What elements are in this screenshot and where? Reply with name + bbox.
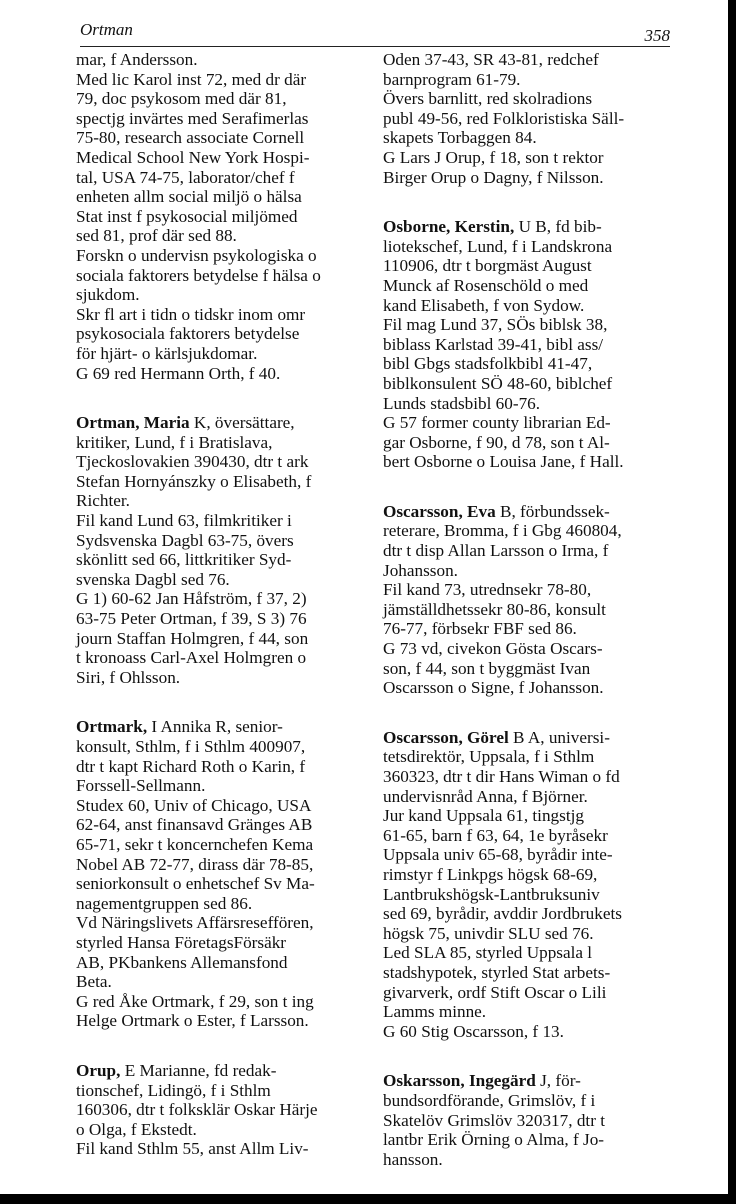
entry-text: konsult, Sthlm, f i Sthlm 400907, [76, 737, 306, 756]
entry-line [76, 89, 376, 109]
entry-line [76, 511, 376, 531]
entry-text: t kronoass Carl-Axel Holmgren o [76, 648, 307, 668]
biography-entry [76, 1061, 376, 1159]
entry-line [76, 874, 376, 894]
entry-line [383, 315, 683, 335]
entry-text: Jur kand Uppsala 61, tingstjg [383, 806, 584, 826]
entry-text: psykosociala faktorers betydelse [76, 324, 300, 344]
entry-line [76, 413, 376, 433]
entry-text: lantbr Erik Örning o Alma, f Jo- [383, 1130, 605, 1150]
entry-text: G 73 vd, civekon Gösta Oscars- [383, 639, 603, 659]
entry-line [383, 943, 683, 963]
entry-text: 65-71, sekr t koncernchefen Kema [76, 834, 314, 854]
entry-line [76, 433, 376, 453]
entry-text: biblass Karlstad 39-41, bibl ass/ [383, 334, 604, 354]
entry-text: jämställdhetssekr 80-86, konsult [383, 599, 606, 619]
entry-line [383, 865, 683, 885]
entry-text: givarverk, ordf Stift Oscar o Lili [383, 982, 607, 1002]
entry-line [383, 1111, 683, 1131]
entry-line [76, 835, 376, 855]
entry-line [76, 305, 376, 325]
running-head-surname: Ortman [80, 20, 133, 39]
entry-text: Led SLA 85, styrled Uppsala l [383, 943, 593, 963]
entry-line [383, 335, 683, 355]
entry-text: G 1) 60-62 Jan Håfström, f 37, 2) [76, 589, 307, 609]
entry-line [383, 561, 683, 581]
entry-line [76, 1081, 376, 1101]
entry-line [76, 344, 376, 364]
entry-text: seniorkonsult o enhetschef Sv Ma- [76, 874, 315, 894]
entry-line [383, 354, 683, 374]
biography-entry [76, 50, 376, 383]
entry-text: Vd Näringslivets Affärsreseffören, [76, 913, 314, 933]
entry-line [76, 1100, 376, 1120]
entry-name: Ortman, Maria [76, 413, 190, 433]
entry-line [383, 639, 683, 659]
entry-text: rimstyr f Linkpgs högsk 68-69, [383, 864, 598, 884]
entry-text: Munck af Rosenschöld o med [383, 275, 589, 295]
entry-text: J, för- [535, 1071, 581, 1091]
entry-text: Fil kand Sthlm 55, anst Allm Liv- [76, 1139, 309, 1159]
entry-name: Oskarsson, Ingegärd [383, 1071, 536, 1091]
entry-line [76, 933, 376, 953]
entry-line [383, 826, 683, 846]
entry-text: nagementgruppen sed 86. [76, 893, 253, 913]
entry-text: bundsordförande, Grimslöv, f i [383, 1090, 596, 1110]
biography-entry [383, 502, 683, 698]
entry-text: G Lars J Orup, f 18, son t rektor [383, 147, 604, 167]
entry-line [383, 413, 683, 433]
entry-text: 63-75 Peter Ortman, f 39, S 3) 76 [76, 609, 307, 629]
entry-text: Richter. [76, 491, 130, 511]
entry-line [383, 541, 683, 561]
entry-line [383, 1150, 683, 1170]
entry-line [383, 767, 683, 787]
biography-entry [383, 1071, 683, 1169]
entry-line [76, 992, 376, 1012]
entry-line [76, 1061, 376, 1081]
entry-text: gar Osborne, f 90, d 78, son t Al- [383, 432, 610, 452]
entry-line [76, 246, 376, 266]
page-header [80, 20, 670, 44]
entry-text: svenska Dagbl sed 76. [76, 569, 230, 589]
entry-text: Birger Orup o Dagny, f Nilsson. [383, 167, 604, 187]
entry-text: G 60 Stig Oscarsson, f 13. [383, 1021, 564, 1041]
entry-line [383, 659, 683, 679]
entry-line [383, 521, 683, 541]
entry-line [383, 885, 683, 905]
entry-line [76, 815, 376, 835]
entry-text: mar, f Andersson. [76, 50, 198, 69]
entry-text: liotekschef, Lund, f i Landskrona [383, 236, 613, 256]
entry-line [383, 374, 683, 394]
entry-line [76, 589, 376, 609]
entry-line [76, 570, 376, 590]
entry-text: Skr fl art i tidn o tidskr inom omr [76, 304, 306, 324]
entry-text: Helge Ortmark o Ester, f Larsson. [76, 1011, 309, 1031]
entry-text: Stefan Hornyánszky o Elisabeth, f [76, 471, 312, 491]
entry-line [76, 648, 376, 668]
entry-line [383, 237, 683, 257]
entry-line [383, 924, 683, 944]
biography-entry [383, 50, 683, 187]
entry-name: Osborne, Kerstin, [383, 217, 515, 237]
entry-text: son, f 44, son t byggmäst Ivan [383, 658, 591, 678]
entry-text: Tjeckoslovakien 390430, dtr t ark [76, 452, 309, 472]
entry-line [76, 1011, 376, 1031]
entry-text: Uppsala univ 65-68, byrådir inte- [383, 845, 613, 865]
entry-text: skapets Torbaggen 84. [383, 128, 537, 148]
entry-line [383, 50, 683, 70]
entry-text: spectjg invärtes med Serafimerlas [76, 108, 309, 128]
entry-line [76, 531, 376, 551]
entry-line [383, 747, 683, 767]
entry-text: B, förbundssek- [495, 501, 610, 521]
entry-line [383, 128, 683, 148]
entry-line [383, 276, 683, 296]
entry-line [383, 580, 683, 600]
entry-line [383, 600, 683, 620]
entry-text: Övers barnlitt, red skolradions [383, 89, 593, 109]
entry-line [383, 217, 683, 237]
entry-text: sociala faktorers betydelse f hälsa o [76, 265, 321, 285]
entry-text: hansson. [383, 1149, 443, 1169]
entry-line [383, 806, 683, 826]
entry-text: enheten allm social miljö o hälsa [76, 187, 302, 207]
entry-text: undervisnråd Anna, f Björner. [383, 786, 588, 806]
entry-line [76, 285, 376, 305]
entry-text: 110906, dtr t borgmäst August [383, 256, 592, 276]
entry-text: Med lic Karol inst 72, med dr där [76, 69, 307, 89]
entry-text: Fil kand 73, utrednsekr 78-80, [383, 580, 592, 600]
biography-entry [383, 728, 683, 1042]
entry-text: skönlitt sed 66, littkritiker Syd- [76, 550, 292, 570]
right-column [383, 50, 683, 1199]
entry-name: Ortmark, [76, 717, 148, 737]
entry-line [383, 963, 683, 983]
biography-entry [383, 217, 683, 472]
entry-text: kritiker, Lund, f i Bratislava, [76, 432, 273, 452]
entry-text: B A, universi- [508, 727, 610, 747]
entry-line [76, 50, 376, 70]
entry-text: reterare, Bromma, f i Gbg 460804, [383, 521, 622, 541]
entry-text: 160306, dtr t folksklär Oskar Härje [76, 1100, 318, 1120]
entry-line [383, 983, 683, 1003]
entry-name: Oscarsson, Eva [383, 501, 496, 521]
entry-line [76, 168, 376, 188]
entry-text: tetsdirektör, Uppsala, f i Sthlm [383, 747, 595, 767]
entry-text: G 69 red Hermann Orth, f 40. [76, 363, 281, 383]
entry-line [383, 787, 683, 807]
entry-line [383, 433, 683, 453]
entry-text: G 57 former county librarian Ed- [383, 413, 611, 433]
entry-text: U B, fd bib- [514, 217, 602, 237]
page-number: 358 [644, 26, 670, 45]
entry-text: K, översättare, [189, 413, 295, 433]
entry-text: Fil kand Lund 63, filmkritiker i [76, 511, 292, 531]
entry-text: för hjärt- o kärlsjukdomar. [76, 343, 258, 363]
entry-text: 79, doc psykosom med där 81, [76, 89, 287, 109]
entry-line [76, 972, 376, 992]
entry-text: Lunds stadsbibl 60-76. [383, 393, 541, 413]
entry-text: styrled Hansa FöretagsFörsäkr [76, 932, 287, 952]
entry-line [76, 776, 376, 796]
entry-line [383, 452, 683, 472]
entry-line [76, 148, 376, 168]
entry-line [383, 1002, 683, 1022]
entry-line [383, 109, 683, 129]
entry-text: Forskn o undervisn psykologiska o [76, 245, 317, 265]
entry-name: Oscarsson, Görel [383, 727, 509, 747]
entry-text: publ 49-56, red Folkloristiska Säll- [383, 108, 625, 128]
entry-line [76, 472, 376, 492]
entry-text: 75-80, research associate Cornell [76, 128, 305, 148]
entry-text: tionschef, Lidingö, f i Sthlm [76, 1080, 271, 1100]
entry-text: sed 69, byrådir, avddir Jordbrukets [383, 904, 622, 924]
entry-line [76, 109, 376, 129]
entry-text: Beta. [76, 972, 112, 992]
entry-line [76, 855, 376, 875]
entry-text: 62-64, anst finansavd Gränges AB [76, 815, 313, 835]
entry-text: högsk 75, univdir SLU sed 76. [383, 923, 594, 943]
entry-line [76, 324, 376, 344]
entry-line [383, 1091, 683, 1111]
entry-line [76, 737, 376, 757]
entry-text: 76-77, förbsekr FBF sed 86. [383, 619, 577, 639]
entry-text: biblkonsulent SÖ 48-60, biblchef [383, 373, 613, 393]
entry-text: Nobel AB 72-77, dirass där 78-85, [76, 854, 314, 874]
entry-line [383, 502, 683, 522]
entry-text: Lantbrukshögsk-Lantbruksuniv [383, 884, 600, 904]
entry-text: sed 81, prof där sed 88. [76, 226, 237, 246]
entry-line [76, 550, 376, 570]
entry-text: kand Elisabeth, f von Sydow. [383, 295, 585, 315]
entry-line [76, 1120, 376, 1140]
entry-text: journ Staffan Holmgren, f 44, son [76, 628, 309, 648]
entry-text: E Marianne, fd redak- [120, 1060, 277, 1080]
entry-line [76, 953, 376, 973]
entry-line [76, 128, 376, 148]
biography-entry [76, 717, 376, 1031]
left-column [76, 50, 376, 1189]
entry-line [383, 1022, 683, 1042]
entry-line [383, 394, 683, 414]
entry-line [76, 913, 376, 933]
entry-line [76, 452, 376, 472]
entry-line [76, 70, 376, 90]
entry-text: dtr t kapt Richard Roth o Karin, f [76, 756, 306, 776]
entry-line [76, 796, 376, 816]
entry-line [383, 89, 683, 109]
entry-text: Studex 60, Univ of Chicago, USA [76, 795, 312, 815]
entry-line [383, 168, 683, 188]
entry-line [383, 256, 683, 276]
entry-text: Johansson. [383, 560, 458, 580]
entry-line [383, 296, 683, 316]
entry-text: Skatelöv Grimslöv 320317, dtr t [383, 1110, 605, 1130]
entry-line [383, 1071, 683, 1091]
entry-line [76, 226, 376, 246]
entry-text: stadshypotek, styrled Stat arbets- [383, 962, 611, 982]
entry-text: sjukdom. [76, 285, 140, 305]
entry-line [383, 904, 683, 924]
entry-text: barnprogram 61-79. [383, 69, 521, 89]
scan-edge-bottom [0, 1194, 736, 1204]
entry-line [76, 1139, 376, 1159]
entry-line [76, 187, 376, 207]
entry-text: Oscarsson o Signe, f Johansson. [383, 678, 604, 698]
entry-line [76, 207, 376, 227]
scan-edge-right [728, 0, 736, 1204]
entry-line [76, 757, 376, 777]
entry-line [383, 619, 683, 639]
entry-text: tal, USA 74-75, laborator/chef f [76, 167, 295, 187]
entry-text: bert Osborne o Louisa Jane, f Hall. [383, 452, 624, 472]
entry-name: Orup, [76, 1060, 121, 1080]
entry-text: I Annika R, senior- [147, 717, 283, 737]
entry-text: dtr t disp Allan Larsson o Irma, f [383, 541, 609, 561]
entry-text: Fil mag Lund 37, SÖs biblsk 38, [383, 315, 608, 335]
entry-line [383, 678, 683, 698]
entry-line [76, 491, 376, 511]
entry-text: Forssell-Sellmann. [76, 776, 206, 796]
biography-entry [76, 413, 376, 687]
entry-text: Oden 37-43, SR 43-81, redchef [383, 50, 599, 69]
entry-line [383, 148, 683, 168]
entry-line [383, 1130, 683, 1150]
entry-text: Stat inst f psykosocial miljömed [76, 206, 298, 226]
entry-line [76, 894, 376, 914]
entry-text: bibl Gbgs stadsfolkbibl 41-47, [383, 354, 593, 374]
entry-text: 360323, dtr t dir Hans Wiman o fd [383, 767, 620, 786]
entry-text: AB, PKbankens Allemansfond [76, 952, 288, 972]
entry-text: 61-65, barn f 63, 64, 1e byråsekr [383, 825, 608, 845]
entry-line [76, 364, 376, 384]
entry-text: Medical School New York Hospi- [76, 147, 310, 167]
entry-text: Siri, f Ohlsson. [76, 667, 181, 687]
entry-line [76, 609, 376, 629]
entry-line [76, 629, 376, 649]
entry-text: G red Åke Ortmark, f 29, son t ing [76, 991, 314, 1011]
entry-line [76, 717, 376, 737]
entry-text: Lamms minne. [383, 1002, 487, 1022]
entry-text: Sydsvenska Dagbl 63-75, övers [76, 530, 294, 550]
entry-line [383, 845, 683, 865]
entry-line [383, 70, 683, 90]
entry-line [76, 668, 376, 688]
header-rule [80, 46, 670, 47]
entry-line [76, 266, 376, 286]
entry-line [383, 728, 683, 748]
entry-text: o Olga, f Ekstedt. [76, 1119, 197, 1139]
